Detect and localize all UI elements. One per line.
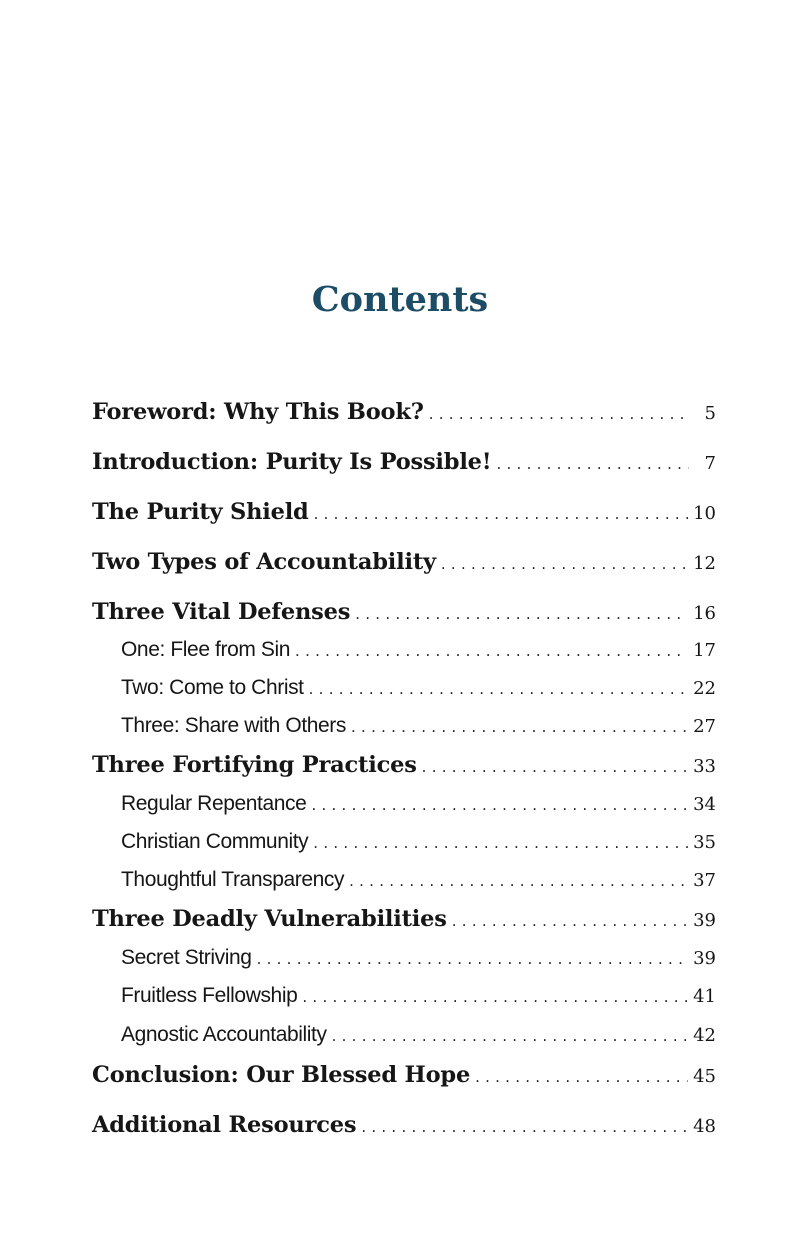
dot-leader (422, 752, 688, 782)
toc-entry-label: One: Flee from Sin (121, 638, 291, 661)
toc-page-number: 17 (693, 640, 716, 661)
toc-subentry-fruitless-fellowship[interactable] (92, 982, 716, 1011)
toc-subentry-flee-from-sin[interactable] (92, 636, 716, 665)
toc-page-number: 27 (693, 716, 716, 737)
dot-leader (452, 906, 688, 936)
toc-subentry-thoughtful-transparency[interactable] (92, 866, 716, 895)
dot-leader (441, 549, 688, 579)
toc-entry-purity-shield[interactable] (92, 497, 716, 529)
toc-page-number: 37 (693, 870, 716, 891)
dot-leader (311, 791, 688, 819)
toc-page-number: 34 (693, 794, 716, 815)
toc-page-number: 12 (693, 553, 716, 574)
toc-entry-label: Secret Striving (121, 946, 252, 969)
toc-entry-conclusion[interactable] (92, 1060, 716, 1092)
toc-entry-label: Christian Community (121, 830, 309, 853)
dot-leader (355, 599, 688, 629)
toc-page-number: 33 (693, 756, 716, 777)
toc-page-number: 39 (693, 948, 716, 969)
toc-entry-label: Three Vital Defenses (92, 599, 351, 625)
dot-leader (496, 449, 689, 479)
toc-entry-label: Thoughtful Transparency (121, 868, 345, 891)
toc-subentry-share-with-others[interactable] (92, 712, 716, 741)
dot-leader (332, 1022, 689, 1050)
toc-page-number: 10 (693, 503, 716, 524)
dot-leader (313, 829, 688, 857)
toc-subentry-agnostic-accountability[interactable] (92, 1021, 716, 1050)
toc-subentry-secret-striving[interactable] (92, 944, 716, 973)
toc-subentry-come-to-christ[interactable] (92, 674, 716, 703)
toc-entry-vital-defenses[interactable] (92, 597, 716, 629)
dot-leader (429, 399, 689, 429)
toc-entry-label: Agnostic Accountability (121, 1023, 327, 1046)
toc-entry-two-types[interactable] (92, 547, 716, 579)
toc-entry-label: Two Types of Accountability (92, 549, 436, 575)
toc-entry-introduction[interactable] (92, 447, 716, 479)
toc-page-number: 5 (704, 403, 716, 424)
toc-entry-label: Introduction: Purity Is Possible! (92, 449, 492, 475)
toc-page-number: 45 (693, 1066, 716, 1087)
toc-entry-additional-resources[interactable] (92, 1110, 716, 1142)
toc-page-number: 42 (693, 1025, 716, 1046)
toc-entry-label: Two: Come to Christ (121, 676, 304, 699)
dot-leader (302, 983, 688, 1011)
toc-page-number: 35 (693, 832, 716, 853)
toc-page-number: 7 (704, 453, 716, 474)
toc-entry-label: Three Fortifying Practices (92, 752, 417, 778)
dot-leader (295, 637, 688, 665)
toc-entry-deadly-vulnerabilities[interactable] (92, 904, 716, 936)
toc-page-number: 39 (693, 910, 716, 931)
toc-entry-label: Regular Repentance (121, 792, 307, 815)
toc-entry-label: Fruitless Fellowship (121, 984, 298, 1007)
toc-entry-label: The Purity Shield (92, 499, 309, 525)
toc-entry-label: Conclusion: Our Blessed Hope (92, 1062, 471, 1088)
toc-page-number: 16 (693, 603, 716, 624)
toc-entry-label: Three Deadly Vulnerabilities (92, 906, 447, 932)
dot-leader (475, 1062, 688, 1092)
toc-entry-fortifying-practices[interactable] (92, 750, 716, 782)
toc-subentry-christian-community[interactable] (92, 828, 716, 857)
toc-page-number: 22 (693, 678, 716, 699)
toc-page-number: 48 (693, 1116, 716, 1137)
dot-leader (361, 1112, 688, 1142)
toc-entry-label: Three: Share with Others (121, 714, 346, 737)
dot-leader (349, 867, 688, 895)
toc-page-number: 41 (693, 986, 716, 1007)
toc-entry-label: Foreword: Why This Book? (92, 399, 424, 425)
dot-leader (257, 945, 689, 973)
dot-leader (309, 675, 688, 703)
toc-entry-foreword[interactable] (92, 397, 716, 429)
dot-leader (314, 499, 689, 529)
toc-entry-label: Additional Resources (92, 1112, 357, 1138)
dot-leader (351, 713, 688, 741)
page-title: Contents (311, 279, 489, 320)
toc-subentry-regular-repentance[interactable] (92, 790, 716, 819)
